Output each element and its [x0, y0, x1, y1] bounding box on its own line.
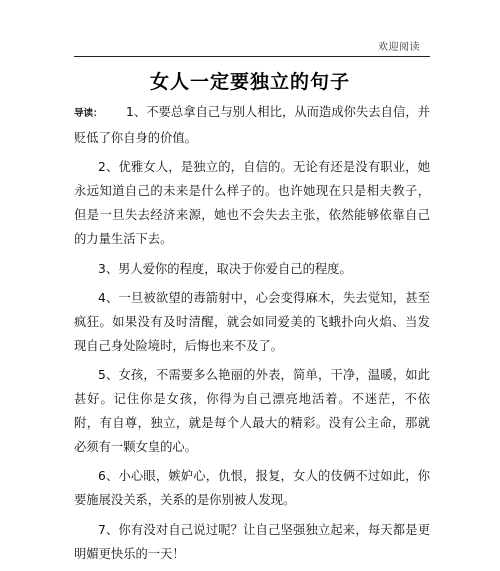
paragraph-1 — [74, 100, 430, 150]
page-title: 女人一定要独立的句子 — [149, 71, 350, 93]
paragraph-2: 2、优雅女人，是独立的，自信的。无论有还是没有职业，她永远知道自己的未来是什么样子的。也许她现在只是相夫教子，但是一旦失去经济来源，她也不会失去主张，依然能够依靠自己的力量生活下去。 — [74, 160, 430, 247]
paragraph-3: 3、男人爱你的程度，取决于你爱自己的程度。 — [98, 261, 352, 276]
header-divider — [74, 56, 430, 57]
welcome-link[interactable]: 欢迎阅读 — [378, 42, 420, 53]
paragraph-7: 7、你有没对自己说过呢？让自己坚强独立起来，每天都是更明媚更快乐的一天！ — [74, 522, 430, 561]
article-body — [74, 100, 430, 571]
lead-label: 导读： — [74, 108, 103, 119]
paragraph-6: 6、小心眼，嫉妒心，仇恨，报复，女人的伎俩不过如此，你要施展没关系，关系的是你别被人发现。 — [74, 469, 430, 508]
paragraph-5: 5、女孩，不需要多么艳丽的外表，简单，干净，温暖，如此甚好。记住你是女孩，你得为自己漂亮地活着。不迷茫，不依附，有自尊，独立，就是每个人最大的精彩。没有公主命，那就必须有一颗女皇的心。 — [74, 367, 430, 455]
paragraph-text: 1、不要总拿自己与别人相比，从而造成你失去自信，并贬低了你自身的价值。 — [74, 105, 430, 146]
paragraph-4: 4、一旦被欲望的毒箭射中，心会变得麻木，失去觉知，甚至疯狂。如果没有及时清醒，就会如同爱美的飞蛾扑向火焰、当发现自己身处险境时，后悔也来不及了。 — [74, 290, 430, 353]
